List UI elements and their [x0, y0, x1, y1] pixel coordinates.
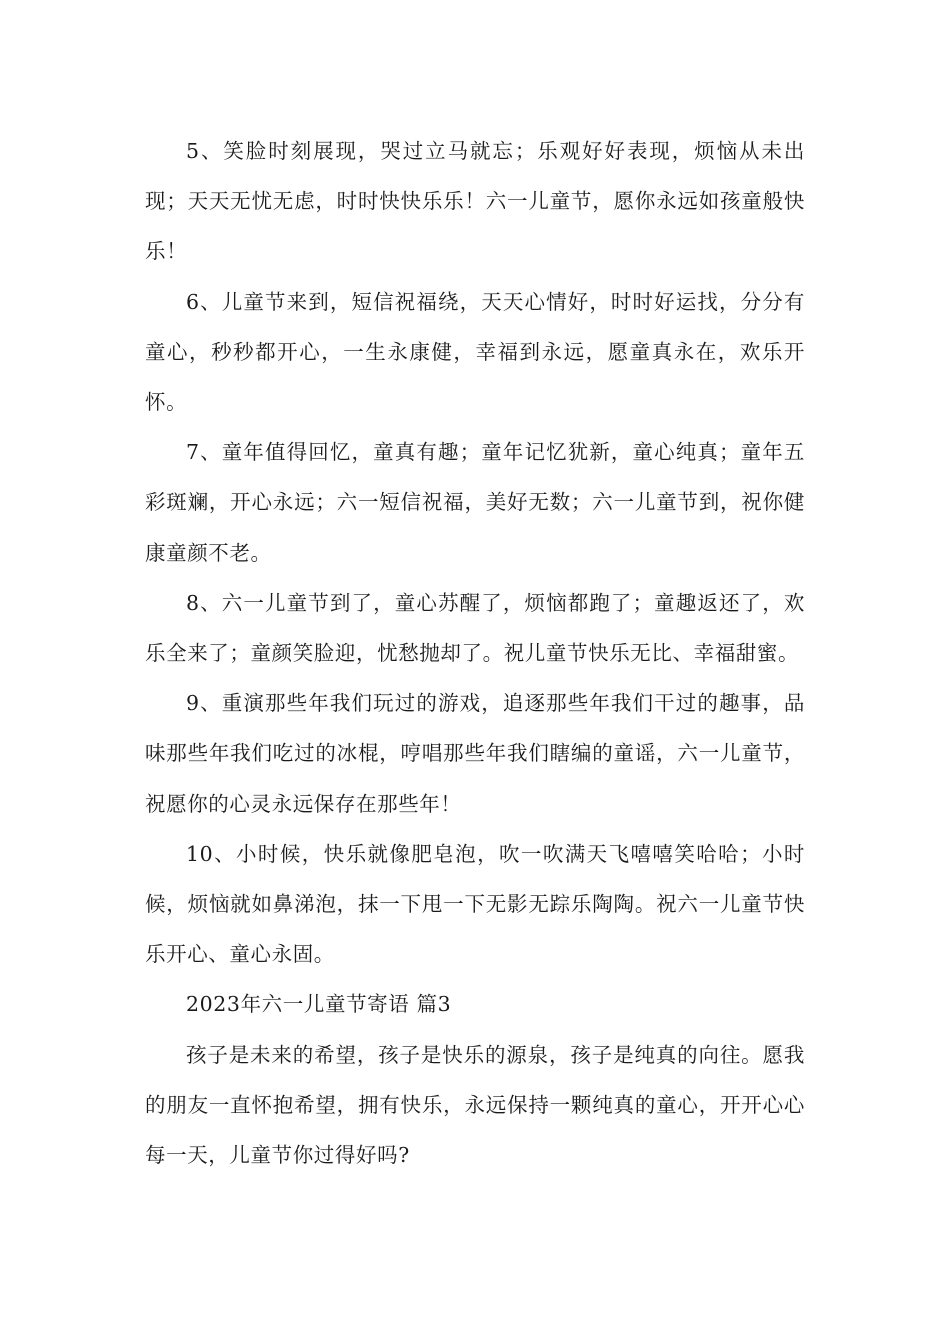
- wish-paragraph-5: 5、笑脸时刻展现，哭过立马就忘；乐观好好表现，烦恼从未出现；天天无忧无虑，时时快快乐乐！六一儿童节，愿你永远如孩童般快乐！: [145, 139, 805, 264]
- wish-paragraph-9: 9、重演那些年我们玩过的游戏，追逐那些年我们干过的趣事，品味那些年我们吃过的冰棍，哼唱那些年我们瞎编的童谣，六一儿童节，祝愿你的心灵永远保存在那些年！: [145, 691, 805, 816]
- section-heading: 2023年六一儿童节寄语 篇3: [186, 992, 452, 1017]
- wish-paragraph-6: 6、儿童节来到，短信祝福绕，天天心情好，时时好运找，分分有童心，秒秒都开心，一生永康健，幸福到永远，愿童真永在，欢乐开怀。: [145, 289, 805, 415]
- wish-paragraph-8: 8、六一儿童节到了，童心苏醒了，烦恼都跑了；童趣返还了，欢乐全来了；童颜笑脸迎，忧愁抛却了。祝儿童节快乐无比、幸福甜蜜。: [145, 590, 805, 666]
- closing-paragraph: 孩子是未来的希望，孩子是快乐的源泉，孩子是纯真的向往。愿我的朋友一直怀抱希望，拥有快乐，永远保持一颗纯真的童心，开开心心每一天，儿童节你过得好吗?: [145, 1042, 805, 1168]
- wish-paragraph-10: 10、小时候，快乐就像肥皂泡，吹一吹满天飞嘻嘻笑哈哈；小时候，烦恼就如鼻涕泡，抹一下甩一下无影无踪乐陶陶。祝六一儿童节快乐开心、童心永固。: [145, 841, 805, 967]
- wish-paragraph-7: 7、童年值得回忆，童真有趣；童年记忆犹新，童心纯真；童年五彩斑斓，开心永远；六一短信祝福，美好无数；六一儿童节到，祝你健康童颜不老。: [145, 440, 805, 565]
- document-page: [145, 126, 805, 1180]
